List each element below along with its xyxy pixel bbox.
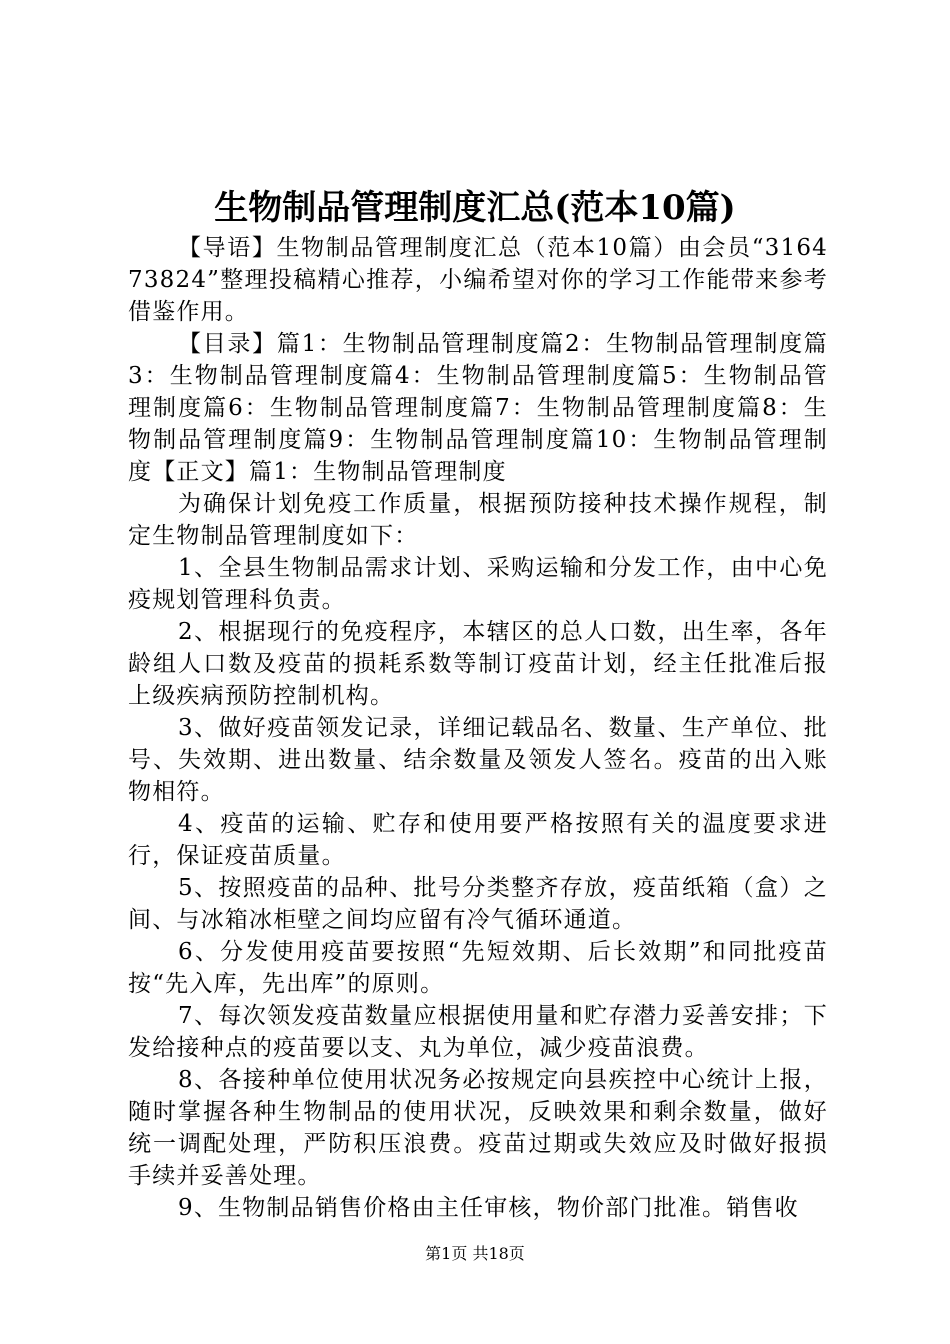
document-body bbox=[128, 232, 828, 1224]
paragraph-intro: 【导语】生物制品管理制度汇总（范本10篇）由会员“316473824”整理投稿精心推荐，小编希望对你的学习工作能带来参考借鉴作用。 bbox=[128, 235, 828, 325]
paragraph-contents: 【目录】篇1：生物制品管理制度篇2：生物制品管理制度篇3：生物制品管理制度篇4：生物制品管理制度篇5：生物制品管理制度篇6：生物制品管理制度篇7：生物制品管理制度篇8：生物制品管理制度篇9：生物制品管理制度篇10：生物制品管理制度【正文】篇1：生物制品管理制度 bbox=[128, 331, 828, 485]
paragraph-item-4: 4、疫苗的运输、贮存和使用要严格按照有关的温度要求进行，保证疫苗质量。 bbox=[128, 811, 828, 869]
paragraph-item-2: 2、根据现行的免疫程序，本辖区的总人口数，出生率，各年龄组人口数及疫苗的损耗系数等制订疫苗计划，经主任批准后报上级疾病预防控制机构。 bbox=[128, 619, 828, 709]
page-footer: 第1页 共18页 bbox=[425, 1244, 525, 1263]
document-title: 生物制品管理制度汇总(范本10篇) bbox=[214, 188, 736, 228]
paragraph-item-5: 5、按照疫苗的品种、批号分类整齐存放，疫苗纸箱（盒）之间、与冰箱冰柜壁之间均应留有冷气循环通道。 bbox=[128, 875, 828, 933]
paragraph-item-6: 6、分发使用疫苗要按照“先短效期、后长效期”和同批疫苗按“先入库，先出库”的原则。 bbox=[128, 939, 828, 997]
paragraph-item-1: 1、全县生物制品需求计划、采购运输和分发工作，由中心免疫规划管理科负责。 bbox=[128, 555, 828, 613]
paragraph-item-9: 9、生物制品销售价格由主任审核，物价部门批准。销售收 bbox=[178, 1195, 799, 1221]
paragraph-item-3: 3、做好疫苗领发记录，详细记载品名、数量、生产单位、批号、失效期、进出数量、结余数量及领发人签名。疫苗的出入账物相符。 bbox=[128, 715, 828, 805]
paragraph-item-8: 8、各接种单位使用状况务必按规定向县疾控中心统计上报，随时掌握各种生物制品的使用状况，反映效果和剩余数量，做好统一调配处理，严防积压浪费。疫苗过期或失效应及时做好报损手续并妥善处理。 bbox=[128, 1067, 828, 1189]
paragraph-item-7: 7、每次领发疫苗数量应根据使用量和贮存潜力妥善安排；下发给接种点的疫苗要以支、丸为单位，减少疫苗浪费。 bbox=[128, 1003, 828, 1061]
paragraph-preamble: 为确保计划免疫工作质量，根据预防接种技术操作规程，制定生物制品管理制度如下： bbox=[128, 491, 828, 549]
